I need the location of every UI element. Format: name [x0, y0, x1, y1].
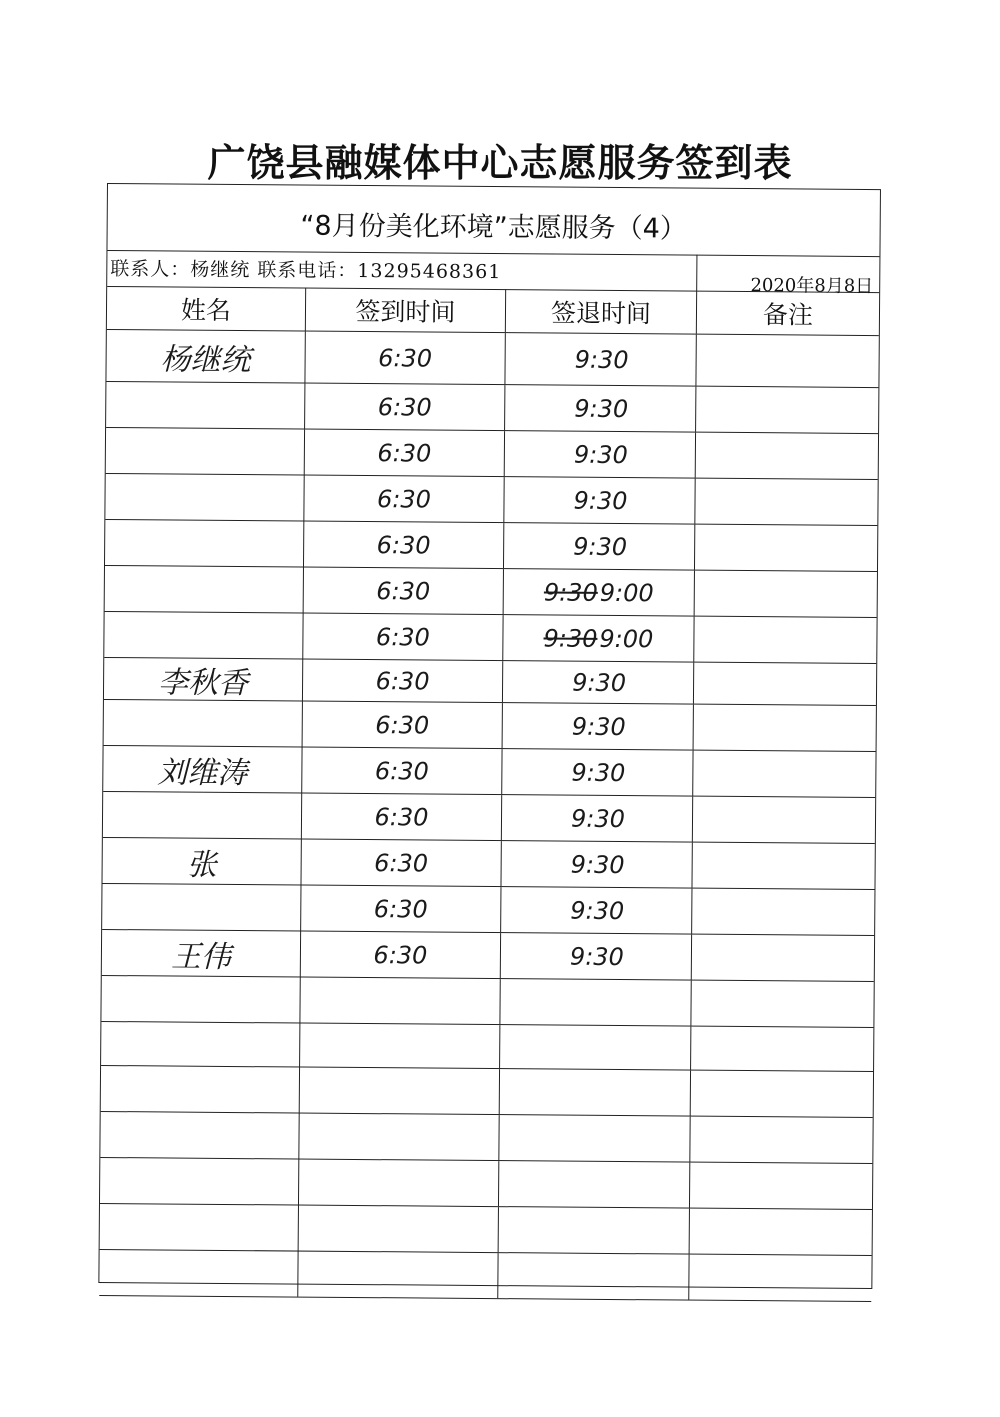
- name-cell: [101, 1022, 300, 1067]
- sign-out-time-cell: [500, 979, 691, 1025]
- table-row: [106, 382, 878, 434]
- remarks-cell: [696, 387, 878, 433]
- sign-out-time: 9:30: [569, 942, 625, 971]
- table-row: [100, 1158, 872, 1210]
- sign-in-sheet: [98, 183, 881, 1289]
- sign-in-time-cell: [299, 1114, 499, 1161]
- name-cell: [100, 1112, 299, 1159]
- sign-in-time-cell: [298, 1252, 498, 1299]
- sign-out-time: 9:30: [570, 804, 626, 833]
- sign-out-time-cell: [504, 523, 695, 569]
- sign-in-time-cell: [300, 1024, 500, 1069]
- table-row: [106, 428, 878, 480]
- sign-in-table: [99, 286, 879, 1302]
- subtitle: “8月份美化环境”志愿服务（4）: [107, 200, 879, 257]
- sign-out-time: 9:30: [571, 758, 626, 787]
- remarks-cell: [695, 571, 877, 617]
- name-cell: [102, 884, 301, 931]
- remarks-cell: [693, 797, 875, 843]
- sign-out-time: 9:30: [572, 668, 627, 697]
- sign-out-time-cell: [501, 887, 692, 933]
- sign-in-time-cell: [299, 1160, 499, 1207]
- sign-out-time-cell: [498, 1253, 689, 1299]
- name-cell: [106, 382, 305, 429]
- sign-out-time-cell: [500, 1025, 691, 1069]
- table-row: [102, 884, 874, 936]
- page-title: 广饶县融媒体中心志愿服务签到表: [207, 140, 793, 185]
- sign-out-time-cell: [505, 333, 696, 385]
- table-body: [99, 330, 879, 1302]
- table-header-row: [107, 286, 879, 336]
- sign-in-time-cell: 6:30: [303, 702, 503, 749]
- remarks-cell: [690, 1117, 872, 1163]
- sign-out-time: 9:30: [574, 394, 629, 423]
- sign-in-time-cell: 6:30: [302, 794, 502, 841]
- table-row: [104, 700, 876, 752]
- sign-out-time-cell: [501, 933, 692, 979]
- remarks-cell: [696, 335, 878, 387]
- name-cell: [105, 520, 304, 567]
- name-cell: 杨继统: [106, 330, 305, 383]
- remarks-cell: [690, 1209, 872, 1255]
- sheet-date: 2020年8月8日: [750, 275, 874, 298]
- name-cell: [101, 1066, 300, 1113]
- sign-out-time: 9:30: [574, 345, 629, 374]
- table-row: [102, 838, 874, 890]
- remarks-cell: [694, 705, 876, 751]
- sign-out-time-cell: [500, 1069, 691, 1115]
- sign-out-time: 9:30: [573, 532, 628, 561]
- table-row: [99, 1250, 871, 1302]
- sign-in-time-cell: 6:30: [305, 332, 505, 385]
- sign-out-time-cell: [502, 795, 693, 841]
- sign-out-time-cell: [499, 1207, 690, 1253]
- remarks-cell: [691, 1071, 873, 1117]
- sign-in-time-cell: 6:30: [305, 384, 505, 431]
- contact-text: 联系人：杨继统 联系电话：13295468361: [110, 258, 502, 284]
- name-cell: [104, 700, 303, 747]
- remarks-cell: [696, 433, 878, 479]
- table-row: [104, 612, 876, 664]
- table-row: [105, 520, 877, 572]
- name-cell: [103, 792, 302, 839]
- sign-out-time: 9:00: [599, 578, 654, 607]
- name-cell: 张: [103, 838, 302, 885]
- sign-in-time-cell: 6:30: [302, 748, 502, 795]
- sign-out-time-cell: [501, 841, 692, 887]
- table-row: [105, 474, 877, 526]
- contact-divider: [696, 255, 697, 291]
- table-row: [103, 792, 875, 844]
- sign-out-time-cell: [503, 661, 694, 703]
- name-cell: 李秋香: [104, 658, 303, 701]
- sign-in-time-cell: 6:30: [304, 522, 504, 569]
- crossed-out-time: 9:30: [543, 577, 598, 607]
- sign-out-time-cell: [503, 703, 694, 749]
- sign-in-time-cell: 6:30: [304, 568, 504, 615]
- table-row: [105, 566, 877, 618]
- sign-out-time: 9:30: [571, 712, 626, 741]
- table-row: [102, 930, 874, 982]
- sign-in-time-cell: 6:30: [301, 932, 501, 979]
- sign-in-time-cell: 6:30: [303, 660, 503, 703]
- sign-out-time-cell: [504, 569, 695, 615]
- remarks-cell: [691, 1027, 873, 1071]
- sign-out-time: 9:30: [570, 896, 625, 925]
- remarks-cell: [695, 525, 877, 571]
- sign-out-time: 9:30: [573, 440, 628, 469]
- name-cell: [105, 566, 304, 613]
- column-header-name: 姓名: [107, 286, 306, 331]
- remarks-cell: [691, 981, 873, 1027]
- sign-in-time-cell: 6:30: [304, 476, 504, 523]
- sign-out-time: 9:30: [570, 850, 625, 879]
- sign-out-time-cell: [503, 615, 694, 661]
- name-cell: [104, 612, 303, 659]
- table-row: [103, 746, 875, 798]
- name-cell: [106, 428, 305, 475]
- sign-in-time-cell: [300, 978, 500, 1025]
- name-cell: [100, 1204, 299, 1251]
- remarks-cell: [690, 1163, 872, 1209]
- sign-in-time-cell: [299, 1206, 499, 1253]
- column-header-sign-in: 签到时间: [306, 288, 506, 333]
- sign-in-time-cell: [300, 1068, 500, 1115]
- name-cell: 刘维涛: [103, 746, 302, 793]
- name-cell: [105, 474, 304, 521]
- table-row: [106, 330, 878, 388]
- table-row: [100, 1112, 872, 1164]
- crossed-out-time: 9:30: [543, 623, 598, 653]
- remarks-cell: [693, 751, 875, 797]
- remarks-cell: [692, 935, 874, 981]
- sign-out-time-cell: [505, 431, 696, 477]
- sign-in-time-cell: 6:30: [301, 840, 501, 887]
- sign-in-time-cell: 6:30: [303, 614, 503, 661]
- column-header-sign-out: 签退时间: [506, 289, 697, 333]
- remarks-cell: [695, 479, 877, 525]
- column-header-remarks: 备注: [762, 299, 814, 330]
- name-cell: [99, 1250, 298, 1297]
- name-cell: [101, 976, 300, 1023]
- sign-in-time-cell: 6:30: [301, 886, 501, 933]
- sign-out-time: 9:30: [573, 486, 628, 515]
- sign-out-time-cell: [499, 1115, 690, 1161]
- sign-out-time-cell: [505, 385, 696, 431]
- name-cell: [100, 1158, 299, 1205]
- sign-out-time-cell: [502, 749, 693, 795]
- table-row: [101, 1022, 873, 1072]
- sign-out-time: 9:00: [599, 624, 654, 653]
- remarks-cell: [692, 889, 874, 935]
- table-row: [101, 976, 873, 1028]
- remarks-cell: [692, 843, 874, 889]
- remarks-cell: [689, 1255, 871, 1301]
- table-row: [104, 658, 876, 706]
- table-row: [100, 1204, 872, 1256]
- sign-out-time-cell: [504, 477, 695, 523]
- name-cell: 王伟: [102, 930, 301, 977]
- remarks-cell: [694, 617, 876, 663]
- sign-in-time-cell: 6:30: [305, 430, 505, 477]
- remarks-cell: [694, 663, 876, 705]
- sign-out-time-cell: [499, 1161, 690, 1207]
- table-row: [101, 1066, 873, 1118]
